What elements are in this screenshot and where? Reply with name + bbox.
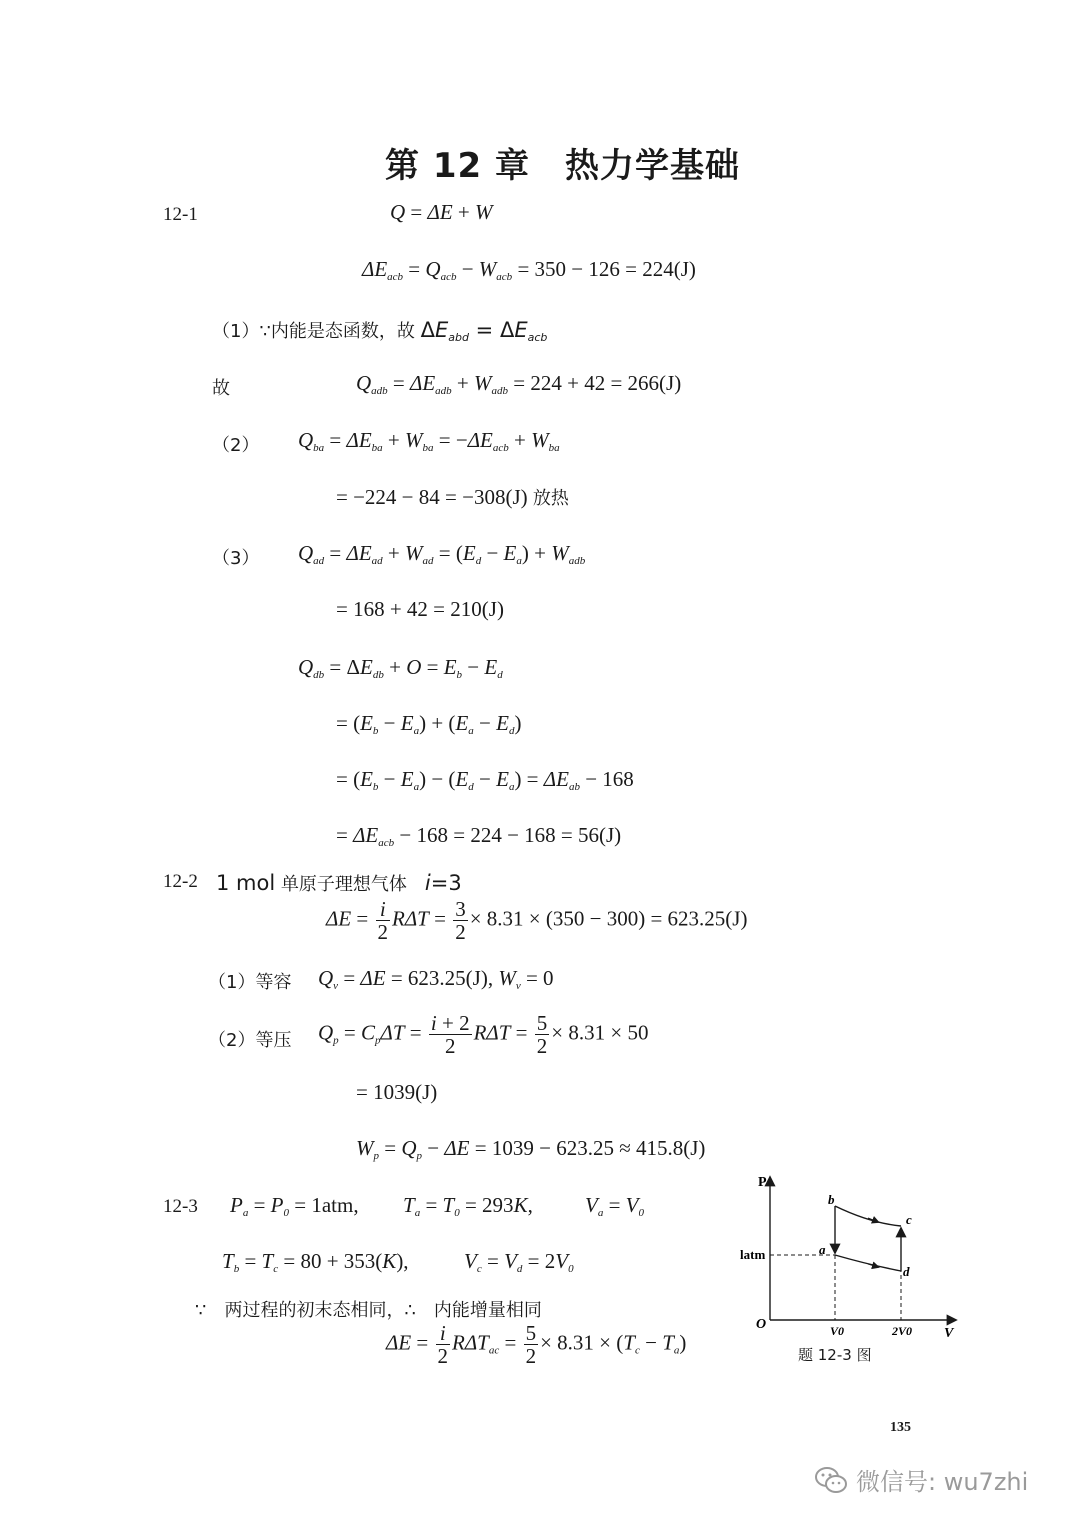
problem-12-2-intro: 1 mol 单原子理想气体 i=3	[216, 871, 462, 895]
watermark-text: 微信号: wu7zhi	[856, 1468, 1029, 1496]
problem-number-12-3: 12-3	[163, 1196, 198, 1217]
problem-number-12-2: 12-2	[163, 871, 198, 892]
equation-delta-e-acb: $\Delta E_{acb} = Q_{acb} - W_{acb} = 350 - 126 = 224(J)$	[362, 257, 696, 283]
pv-diagram	[730, 1168, 980, 1368]
step-3-label: （3）	[212, 548, 260, 569]
equation-q-db-step1: = $(E_b - E_a) + (E_a - E_d)$	[336, 711, 522, 737]
equation-first-law: Q = ΔE + W	[390, 200, 493, 224]
page-title: 第 12 章 热力学基础	[385, 146, 740, 186]
axis-label-p: P	[758, 1175, 767, 1190]
process-b-to-c	[835, 1206, 901, 1226]
point-label-d: d	[903, 1264, 910, 1279]
isochoric-label: （1）等容	[208, 972, 292, 993]
equation-q-ba-result: = −224 − 84 = −308(J) 放热	[336, 485, 569, 509]
point-label-b: b	[828, 1192, 835, 1207]
equation-q-ad-result: = 168 + 42 = 210(J)	[336, 597, 504, 621]
equation-q-db-result: = $\Delta E_{acb} - 168 = 224 - 168 = 56(J)$	[336, 823, 622, 849]
tick-label-v0: V0	[830, 1324, 845, 1338]
equation-q-ba: $Q_{ba} = \Delta E_{ba} + W_{ba} = -\Delta E_{acb} + W_{ba}$	[298, 428, 560, 454]
equation-q-db-step2: = $(E_b - E_a) - (E_d - E_a) = \Delta E_{ab} - 168$	[336, 767, 634, 793]
statement-same-states: ∵ 两过程的初末态相同，∴ 内能增量相同	[195, 1300, 542, 1321]
equation-tb-tc: $T_b = T_c = 80 + 353(K)$,	[222, 1249, 409, 1275]
step-1-statement: （1）∵内能是态函数，故 $\Delta E_{abd} = \Delta E_{acb}$	[212, 318, 548, 344]
equation-qv: $Q_v = \Delta E = 623.25(J)$, $W_v = 0$	[318, 966, 554, 992]
equation-qp: $Q_p = C_p\Delta T$ = $\frac{i + 2}{2}$ RΔT = $\frac{5}{2}$ × 8.31 × 50	[318, 1011, 649, 1059]
equation-q-db: $Q_{db} = \Delta E_{db} + O = E_b - E_d$	[298, 655, 503, 681]
equation-delta-e-12-2: ΔE = $\frac{i}{2}$ RΔT = $\frac{3}{2}$ × 8.31 × (350 − 300) = 623.25(J)	[326, 897, 748, 945]
word-therefore: 故	[212, 378, 230, 399]
problem-number-12-1: 12-1	[163, 204, 198, 225]
tick-label-2v0: 2V0	[892, 1324, 913, 1338]
step-2-label: （2）	[212, 435, 260, 456]
page-number: 135	[890, 1420, 911, 1435]
equation-pa: $P_a = P_0 = 1atm$,	[230, 1193, 359, 1219]
equation-vc-vd: $V_c = V_d = 2V_0$	[464, 1249, 574, 1275]
origin-label: O	[756, 1317, 767, 1332]
equation-qp-result: = 1039(J)	[356, 1080, 438, 1104]
point-label-a: a	[819, 1242, 826, 1257]
point-label-c: c	[906, 1212, 912, 1227]
isobaric-label: （2）等压	[208, 1030, 292, 1051]
process-a-to-d	[835, 1255, 901, 1271]
equation-delta-e-12-3: ΔE = $\frac{i}{2}$ $R\Delta T_{ac}$ = $\frac{5}{2}$ × $8.31 \times (T_c - T_a)$	[386, 1321, 687, 1369]
wechat-watermark	[814, 1462, 1028, 1497]
equation-va: $V_a = V_0$	[585, 1193, 644, 1219]
axis-label-v: V	[944, 1326, 954, 1341]
equation-q-ad: $Q_{ad} = \Delta E_{ad} + W_{ad} = (E_d - E_a) + W_{adb}$	[298, 541, 586, 567]
figure-caption: 题 12-3 图	[798, 1346, 872, 1364]
equation-ta: $T_a = T_0 = 293K$,	[403, 1193, 533, 1219]
label-1atm: latm	[740, 1247, 766, 1262]
equation-wp: $W_p = Q_p - \Delta E = 1039 - 623.25 \approx 415.8(J)$	[356, 1136, 706, 1162]
equation-q-adb: $Q_{adb} = \Delta E_{adb} + W_{adb} = 224 + 42 = 266(J)$	[356, 371, 682, 397]
wechat-icon	[814, 1465, 848, 1495]
